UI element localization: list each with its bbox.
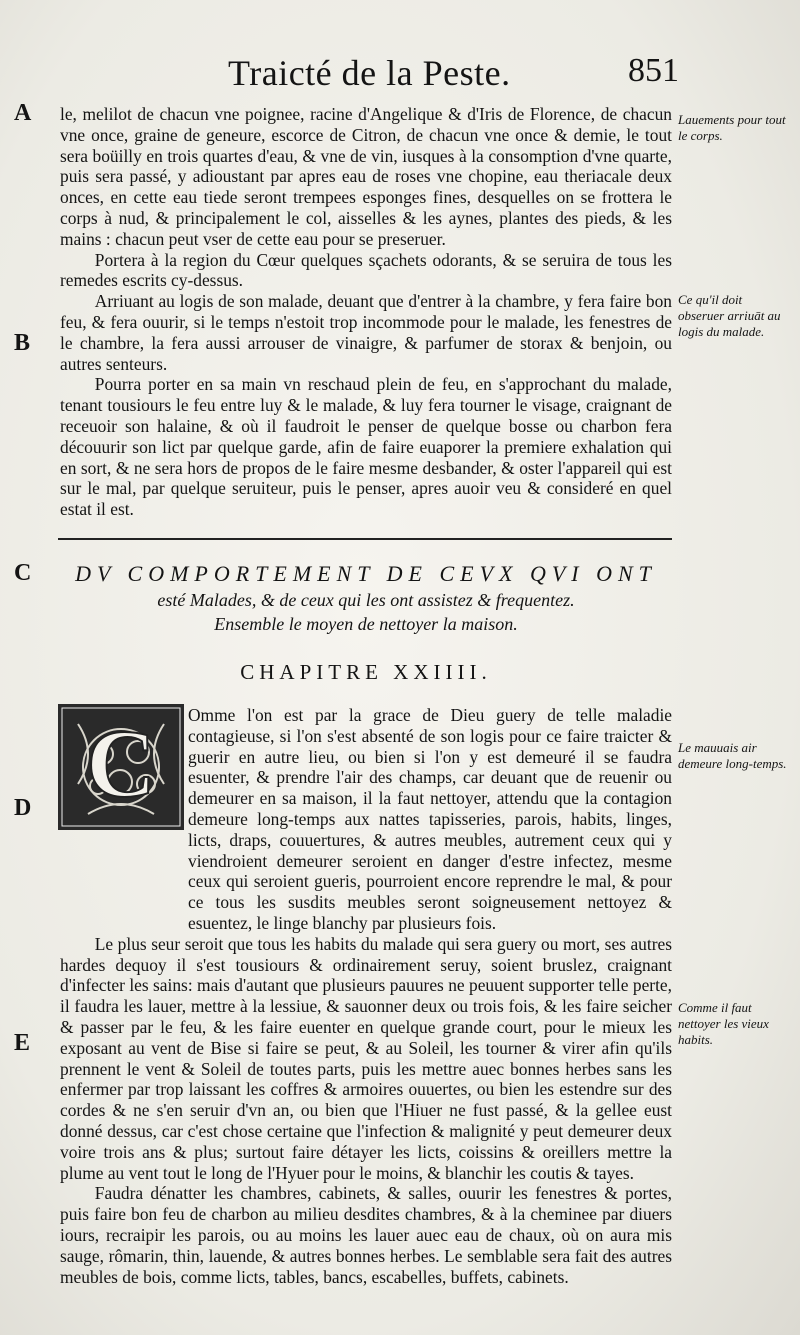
marginal-note-2: Ce qu'il doit obseruer arriuāt au logis du malade. [678,292,781,339]
page-number: 851 [628,52,679,89]
paragraph: Portera à la region du Cœur quelques sçachets odorants, & se seruira de tous les remedes escrits cy-dessus. [60,249,672,291]
paragraph: Arriuant au logis de son malade, deuant que d'entrer à la chambre, y fera faire bon feu, & fera ouurir, si le temps n'estoit trop incommode pour le malade, les fenestres de le chambre, la fera aussi arrouser de vinaigre, & parfumer de storax & benjoin, ou autres senteurs. [60,291,672,374]
margin-letter-e: E [14,1030,31,1056]
section-title-line-3: Ensemble le moyen de nettoyer la maison. [214,614,518,634]
text-block-2 [60,705,672,1287]
running-title: Traicté de la Peste. [228,53,511,93]
section-heading [60,560,672,636]
marginal-note-1: Lauements pour tout le corps. [678,112,786,143]
section-title-line-1: DV COMPORTEMENT DE CEVX QVI ONT [75,561,657,586]
marginal-note-3: Le mauuais air demeure long-temps. [678,740,787,771]
paragraph: le, melilot de chacun vne poignee, racine d'Angelique & d'Iris de Florence, de chacun vne once, graine de geneure, escorce de Citron, de chacun vne once & demie, le tout sera boüilly en trois quartes d'eau, & vne de vin, iusques à la consomption d'vne quarte, puis sera passé, y adioustant par apres eau de roses vne chopine, eau theriacale deux onces, en cette eau tiede seront trempees esponges fines, desquelles on se frottera le corps à nud, & principalement le col, aisselles & les aynes, plantes des pieds, & les mains : chacun peut vser de cette eau pour se preseruer. [60,104,672,249]
margin-letter-b: B [14,330,31,356]
marginal-note-4: Comme il faut nettoyer les vieux habits. [678,1000,769,1047]
margin-letter-d: D [14,795,32,821]
margin-letter-a: A [14,100,32,126]
paragraph: Le plus seur seroit que tous les habits du malade qui sera guery ou mort, ses autres hardes dequoy il s'est tousiours & ordinairement seruy, soient bruslez, craignant d'infecter les sains: mais d'autant que plusieurs pauures ne peuuent supporter telle perte, il faudra les lauer, mettre à la lessiue, & sauonner deux ou trois fois, & les faire seicher & passer par le feu, & les faire euenter en quelque grande court, pour le mieux les exposant au vent de Bise si faire se peut, & au Soleil, les tourner & virer afin qu'ils prennent le vent & Soleil de toutes parts, puis les mettre auec bonnes herbes sans les enfermer par trop laissant les coffres & armoires ouuertes, ou bien les estendre sur des cordes & ne s'en seruir d'vn an, ou bien que l'Hiuer ne fust passé, & la gellee eust donné dessus, car c'est chose certaine que l'infection & malignité y peut demeurer deux voire trois ans & plus; surtout faire détayer les licts, coissins & oreillers mettre la plume au vent tout le long de l'Hyuer pour le moins, & blanchir les coutis & tayes. [60,933,672,1183]
paragraph: Faudra dénatter les chambres, cabinets, & salles, ouurir les fenestres & portes, puis faire bon feu de charbon au milieu desdites chambres, & à la cheminee par diuers iours, recraipir les parois, ou au moins les lauer auec eau de chaux, où on aura mis sauge, rômarin, thin, lauende, & autres bonnes herbes. Le semblable sera fait des autres meubles de bois, comme licts, tables, bancs, escabelles, buffets, cabinets. [60,1183,672,1287]
page-header [0,52,800,96]
section-divider [58,538,672,540]
margin-letter-c: C [14,560,32,586]
text-block-1 [60,104,672,520]
paragraph-opening: Omme l'on est par la grace de Dieu guery de telle maladie contagieuse, si l'on s'est absenté de son logis pour ce faire traicter & guerir en autre lieu, ou bien si l'on y est demeuré il se faudra esuenter, & prendre l'air des champs, car deuant que de reuenir ou demeurer en sa maison, il la faut nettoyer, attendu que la contagion demeure long-temps aux nattes tapisseries, parois, habits, linges, licts, draps, couuertures, & autres meubles, autrement ceux qui y viendroient demeurer seroient en danger d'estre infectez, mesme ceux qui seroient gueris, pourroient encore reprendre le mal, & pour ce tous les susdits meubles seront soigneusement nettoyez & esuentez, le linge blanchy par plusieurs fois. [188,705,672,933]
chapter-heading: CHAPITRE XXIIII. [240,660,492,684]
section-title-line-2: esté Malades, & de ceux qui les ont assistez & frequentez. [157,590,575,610]
svg-text:C: C [86,710,156,817]
paragraph: Pourra porter en sa main vn reschaud plein de feu, en s'approchant du malade, tenant tousiours le feu entre luy & le malade, & luy fera tourner le visage, craignant de receuoir son halaine, & où il faudroit le penser de quelque bosse ou charbon fera découurir son lict par quelque garde, afin de faire euaporer la premiere exhalation qui en sort, & ne sera hors de propos de le faire mesme desbander, & oster l'appareil qui est sur le mal, par quelque seruiteur, puis le penser, apres auoir veu & consideré en quel estat il est. [60,374,672,520]
